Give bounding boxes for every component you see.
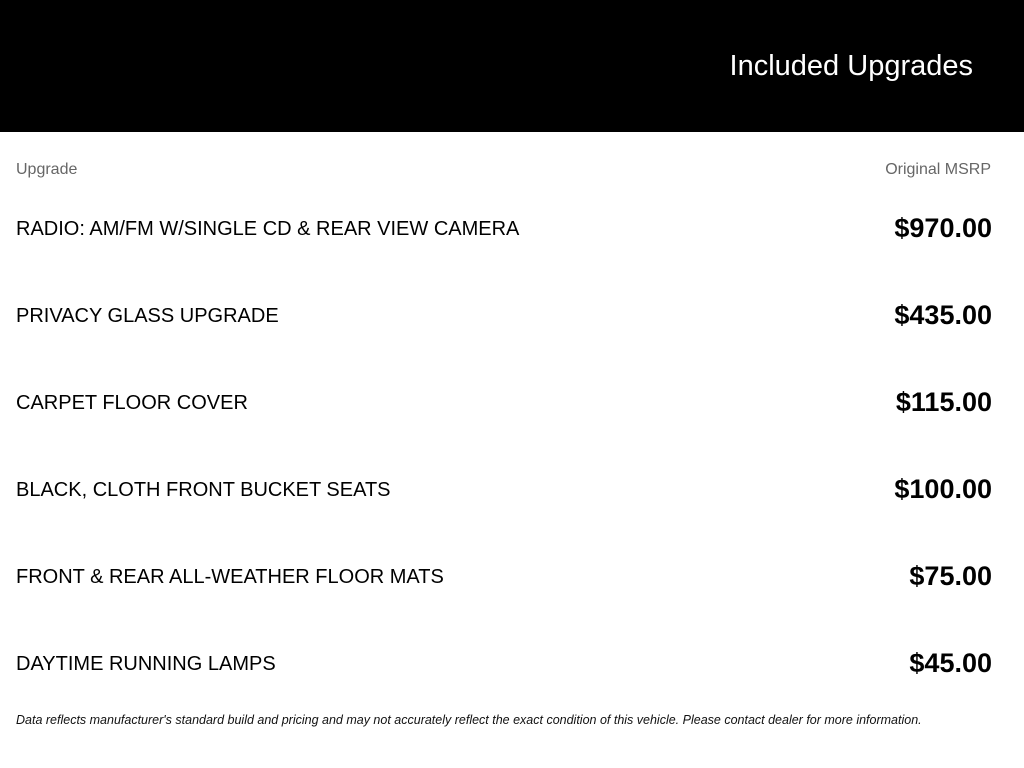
column-header-upgrade: Upgrade [16,161,78,178]
header-banner [0,0,1024,132]
upgrade-price: $970.00 [894,213,992,243]
upgrade-name: CARPET FLOOR COVER [16,392,248,414]
list-item [0,643,1024,683]
list-item [0,382,1024,422]
upgrade-name: PRIVACY GLASS UPGRADE [16,305,279,327]
list-item [0,556,1024,596]
upgrade-price: $115.00 [895,387,992,417]
column-header-msrp: Original MSRP [885,161,991,178]
list-item [0,295,1024,335]
disclaimer-text: Data reflects manufacturer's standard build and pricing and may not accurately reflect the exact condition of this vehicle. Please contact dealer for more information. [16,713,922,727]
upgrade-name: RADIO: AM/FM W/SINGLE CD & REAR VIEW CAMERA [16,218,520,240]
upgrade-price: $75.00 [909,561,992,591]
page-title: Included Upgrades [729,50,973,82]
upgrade-price: $45.00 [909,648,992,678]
list-item [0,208,1024,248]
upgrade-price: $435.00 [894,300,992,330]
upgrade-name: FRONT & REAR ALL-WEATHER FLOOR MATS [16,566,444,588]
upgrade-name: BLACK, CLOTH FRONT BUCKET SEATS [16,479,391,501]
list-item [0,469,1024,509]
upgrade-name: DAYTIME RUNNING LAMPS [16,653,276,675]
upgrade-price: $100.00 [894,474,992,504]
